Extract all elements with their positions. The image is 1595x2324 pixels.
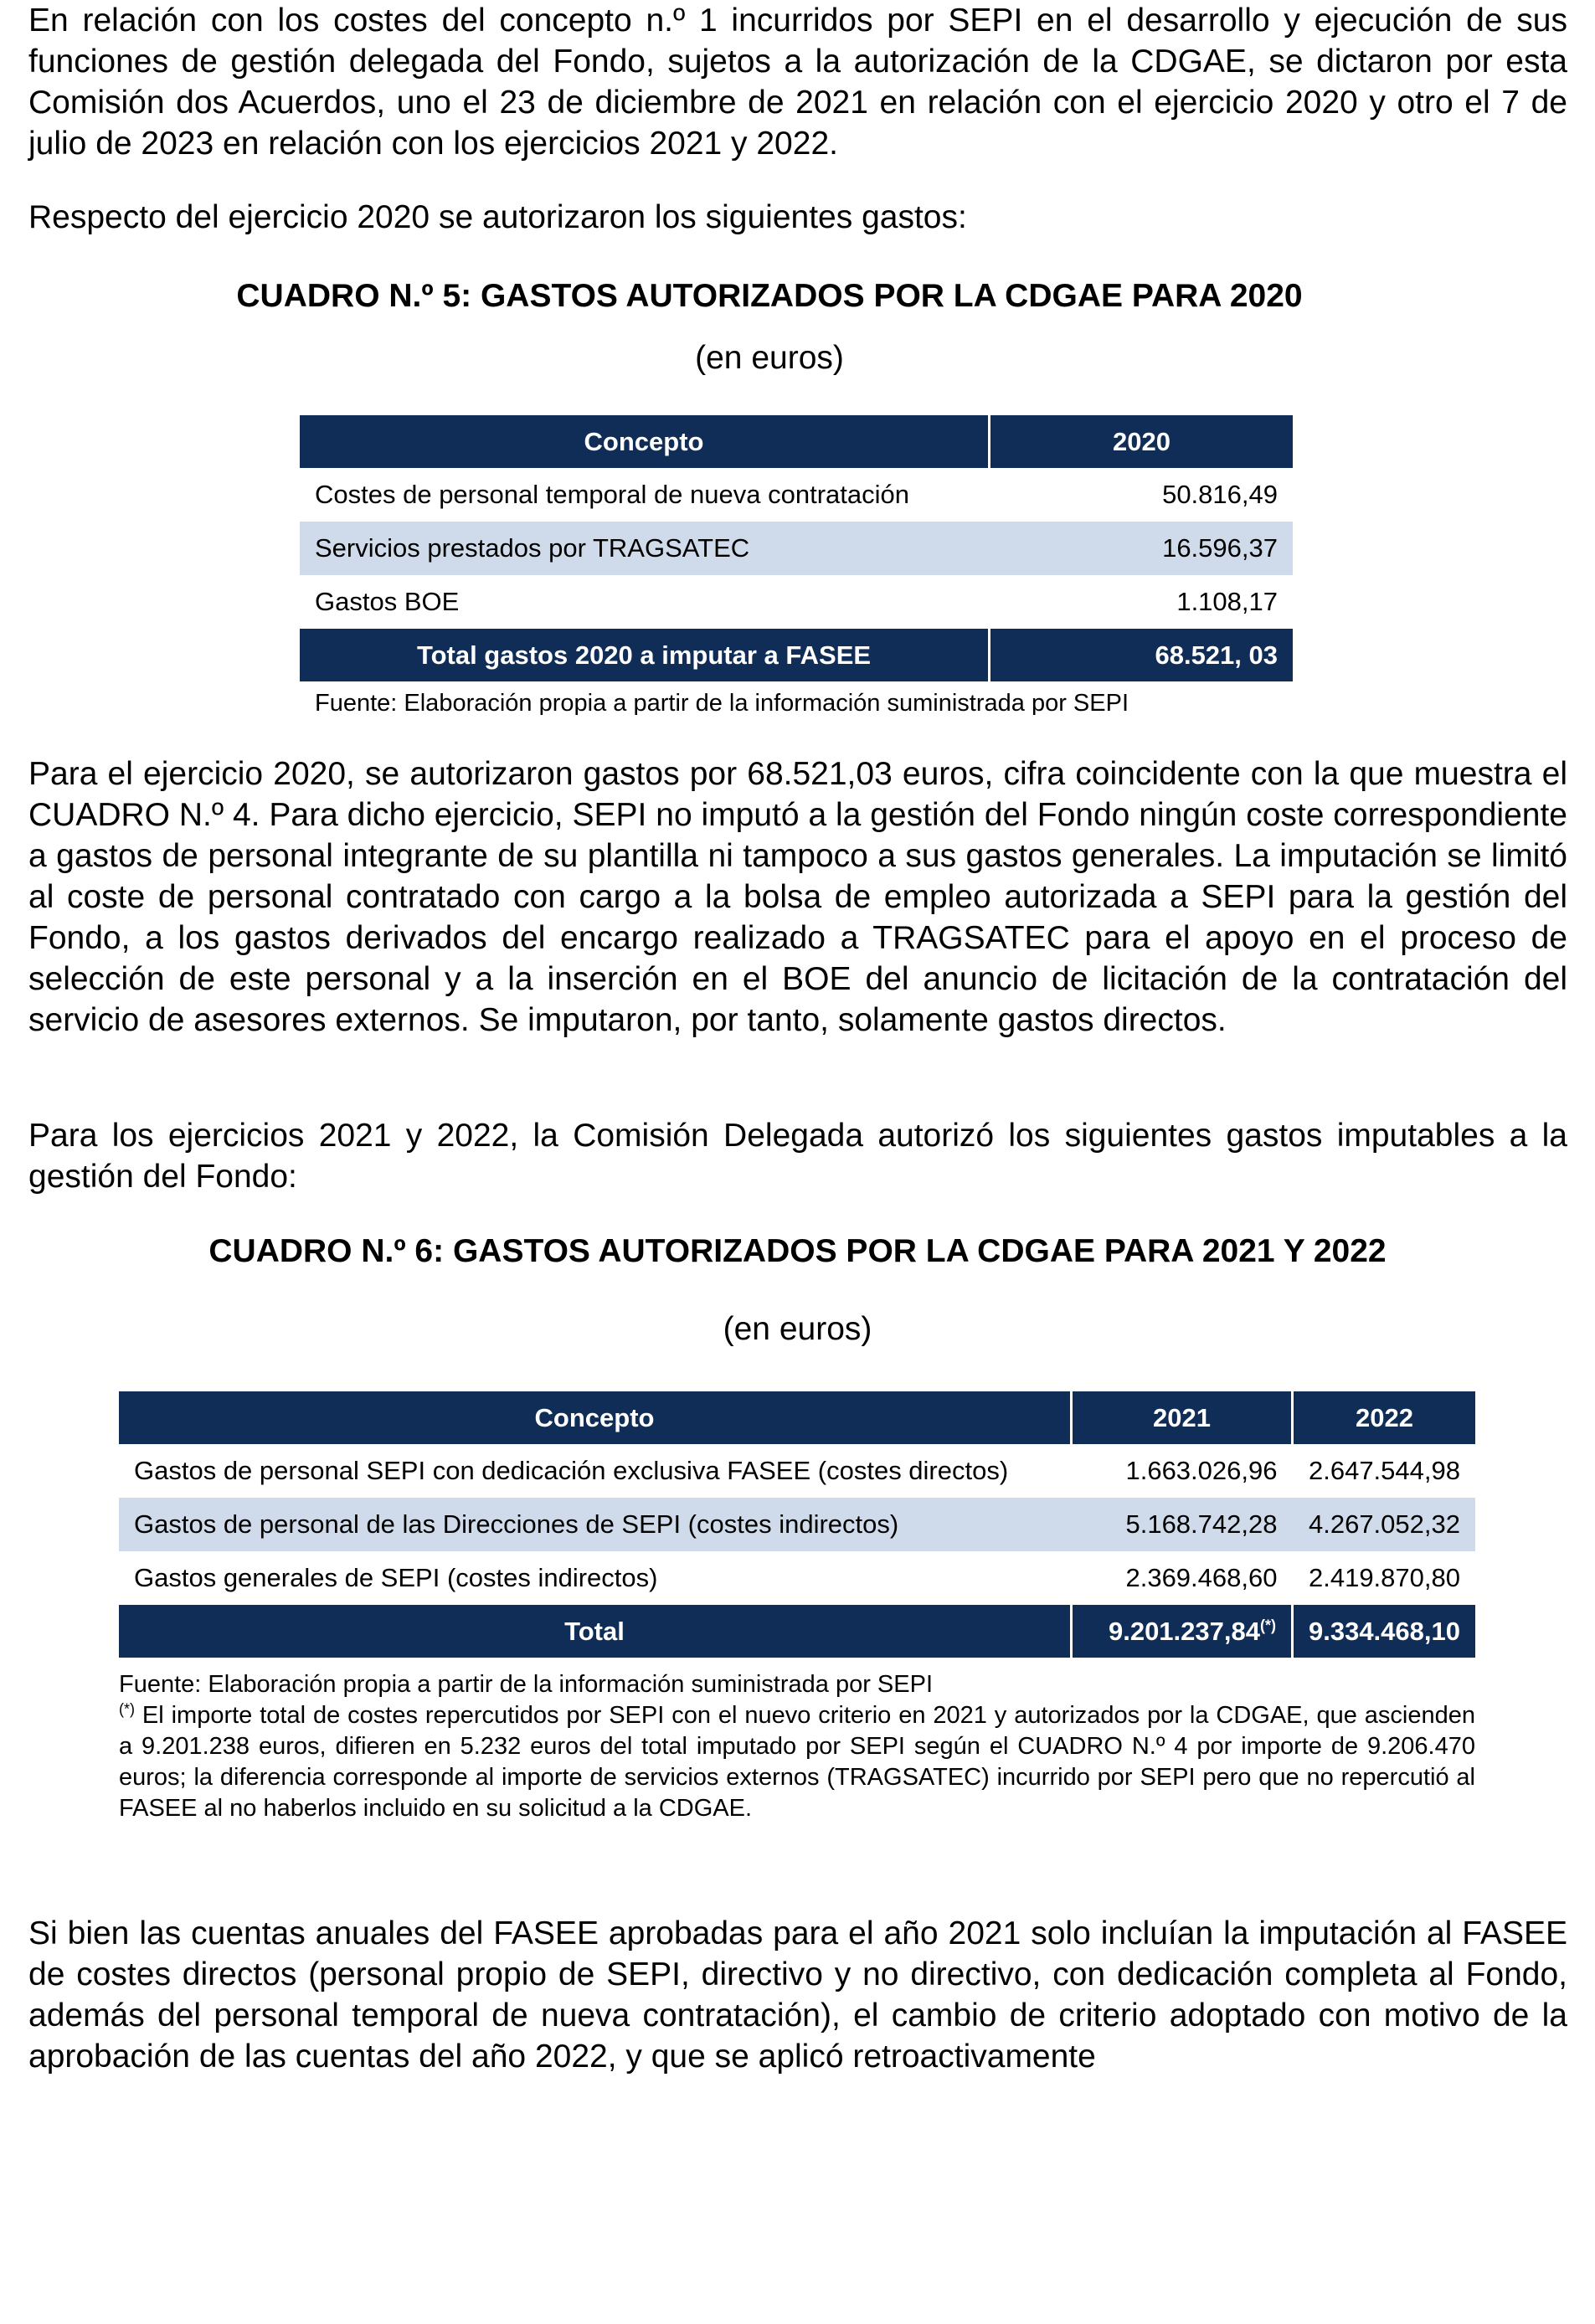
- table6-total-2022: 9.334.468,10: [1292, 1605, 1475, 1658]
- table5-cell: Gastos BOE: [315, 587, 460, 616]
- table6-cell: Gastos generales de SEPI (costes indirectos): [134, 1563, 658, 1592]
- table6-source: Fuente: Elaboración propia a partir de la información suministrada por SEPI: [119, 1671, 934, 1698]
- table6-subtitle: (en euros): [723, 1311, 872, 1347]
- table5-cell: Servicios prestados por TRAGSATEC: [300, 522, 990, 575]
- table-row: [300, 575, 1293, 629]
- table6: [119, 1391, 1475, 1658]
- table5-cell: Costes de personal temporal de nueva contratación: [315, 480, 909, 509]
- table6-note-text: El importe total de costes repercutidos por SEPI con el nuevo criterio en 2021 y autorizados por la CDGAE, que ascienden a 9.201.238 euros, difieren en 5.232 euros del total imputado por SEPI según el CUADRO N.º 4 por importe de 9.206.470 euros; la diferencia corresponde al importe de servicios externos (TRAGSATEC) incurrido por SEPI pero que no repercutió al FASEE al no haberlos incluido en su solicitud a la CDGAE.: [119, 1702, 1475, 1822]
- table6-total-label: Total: [119, 1605, 1071, 1658]
- table6-note-mark: (*): [119, 1700, 135, 1718]
- table6-cell: 5.168.742,28: [1071, 1498, 1292, 1551]
- table5-header-concepto: Concepto: [300, 415, 990, 468]
- paragraph-criteria-change: Si bien las cuentas anuales del FASEE aprobadas para el año 2021 solo incluían la imputación al FASEE de costes directos (personal propio de SEPI, directivo y no directivo, con dedicación completa al Fondo, además del personal temporal de nueva contratación), el cambio de criterio adoptado con motivo de la aprobación de las cuentas del año 2022, y que se aplicó retroactivamente: [28, 1915, 1567, 2075]
- table6-note: [119, 1700, 1475, 1824]
- paragraph-2021-2022-intro: Para los ejercicios 2021 y 2022, la Comisión Delegada autorizó los siguientes gastos imputables a la gestión del Fondo:: [28, 1118, 1567, 1195]
- table5-cell: 1.108,17: [1176, 587, 1278, 616]
- table6-header-concepto: Concepto: [119, 1391, 1071, 1444]
- table6-cell: Gastos de personal de las Direcciones de SEPI (costes indirectos): [119, 1498, 1071, 1551]
- table6-total-note-mark: (*): [1259, 1617, 1276, 1634]
- table6-header-2022: 2022: [1292, 1391, 1475, 1444]
- paragraph-2020-intro: Respecto del ejercicio 2020 se autorizaron los siguientes gastos:: [28, 199, 967, 235]
- table-row: [119, 1444, 1475, 1498]
- table6-total-row: [119, 1605, 1475, 1658]
- table6-cell: 1.663.026,96: [1125, 1456, 1278, 1485]
- table6-cell: Gastos de personal SEPI con dedicación exclusiva FASEE (costes directos): [134, 1456, 1009, 1485]
- paragraph-intro: En relación con los costes del concepto n.º 1 incurridos por SEPI en el desarrollo y ejecución de sus funciones de gestión delegada del Fondo, sujetos a la autorización de la CDGAE, se dictaron por esta Comisión dos Acuerdos, uno el 23 de diciembre de 2021 en relación con el ejercicio 2020 y otro el 7 de julio de 2023 en relación con los ejercicios 2021 y 2022.: [28, 3, 1567, 162]
- table6-cell: 2.647.544,98: [1308, 1456, 1460, 1485]
- paragraph-2020-analysis: Para el ejercicio 2020, se autorizaron gastos por 68.521,03 euros, cifra coincidente con la que muestra el CUADRO N.º 4. Para dicho ejercicio, SEPI no imputó a la gestión del Fondo ningún coste correspondiente a gastos de personal integrante de su plantilla ni tampoco a sus gastos generales. La imputación se limitó al coste de personal contratado con cargo a la bolsa de empleo autorizada a SEPI para la gestión del Fondo, a los gastos derivados del encargo realizado a TRAGSATEC para el apoyo en el proceso de selección de este personal y a la inserción en el BOE del anuncio de licitación de la contratación del servicio de asesores externos. Se imputaron, por tanto, solamente gastos directos.: [28, 756, 1567, 1038]
- table5-cell: 16.596,37: [990, 522, 1294, 575]
- table6-total-2021-value: 9.201.237,84: [1108, 1616, 1260, 1646]
- table5: [300, 415, 1293, 681]
- table-row: [300, 468, 1293, 522]
- table6-header-2021: 2021: [1071, 1391, 1292, 1444]
- table-row: [300, 522, 1293, 575]
- table5-title: CUADRO N.º 5: GASTOS AUTORIZADOS POR LA CDGAE PARA 2020: [236, 278, 1303, 314]
- table5-subtitle: (en euros): [695, 340, 844, 376]
- table5-cell: 50.816,49: [1162, 480, 1278, 509]
- table-row: [119, 1498, 1475, 1551]
- table6-cell: 2.419.870,80: [1308, 1563, 1460, 1592]
- table6-cell: 2.369.468,60: [1125, 1563, 1278, 1592]
- table5-source: Fuente: Elaboración propia a partir de la información suministrada por SEPI: [315, 690, 1129, 715]
- table-row: [119, 1551, 1475, 1605]
- table5-total-label: Total gastos 2020 a imputar a FASEE: [300, 629, 990, 681]
- table5-total-row: [300, 629, 1293, 681]
- table5-header-2020: 2020: [990, 415, 1294, 468]
- table6-cell: 4.267.052,32: [1292, 1498, 1475, 1551]
- table5-total-value: 68.521, 03: [990, 629, 1294, 681]
- table6-title: CUADRO N.º 6: GASTOS AUTORIZADOS POR LA CDGAE PARA 2021 Y 2022: [208, 1233, 1387, 1269]
- table6-total-2021: [1071, 1605, 1292, 1658]
